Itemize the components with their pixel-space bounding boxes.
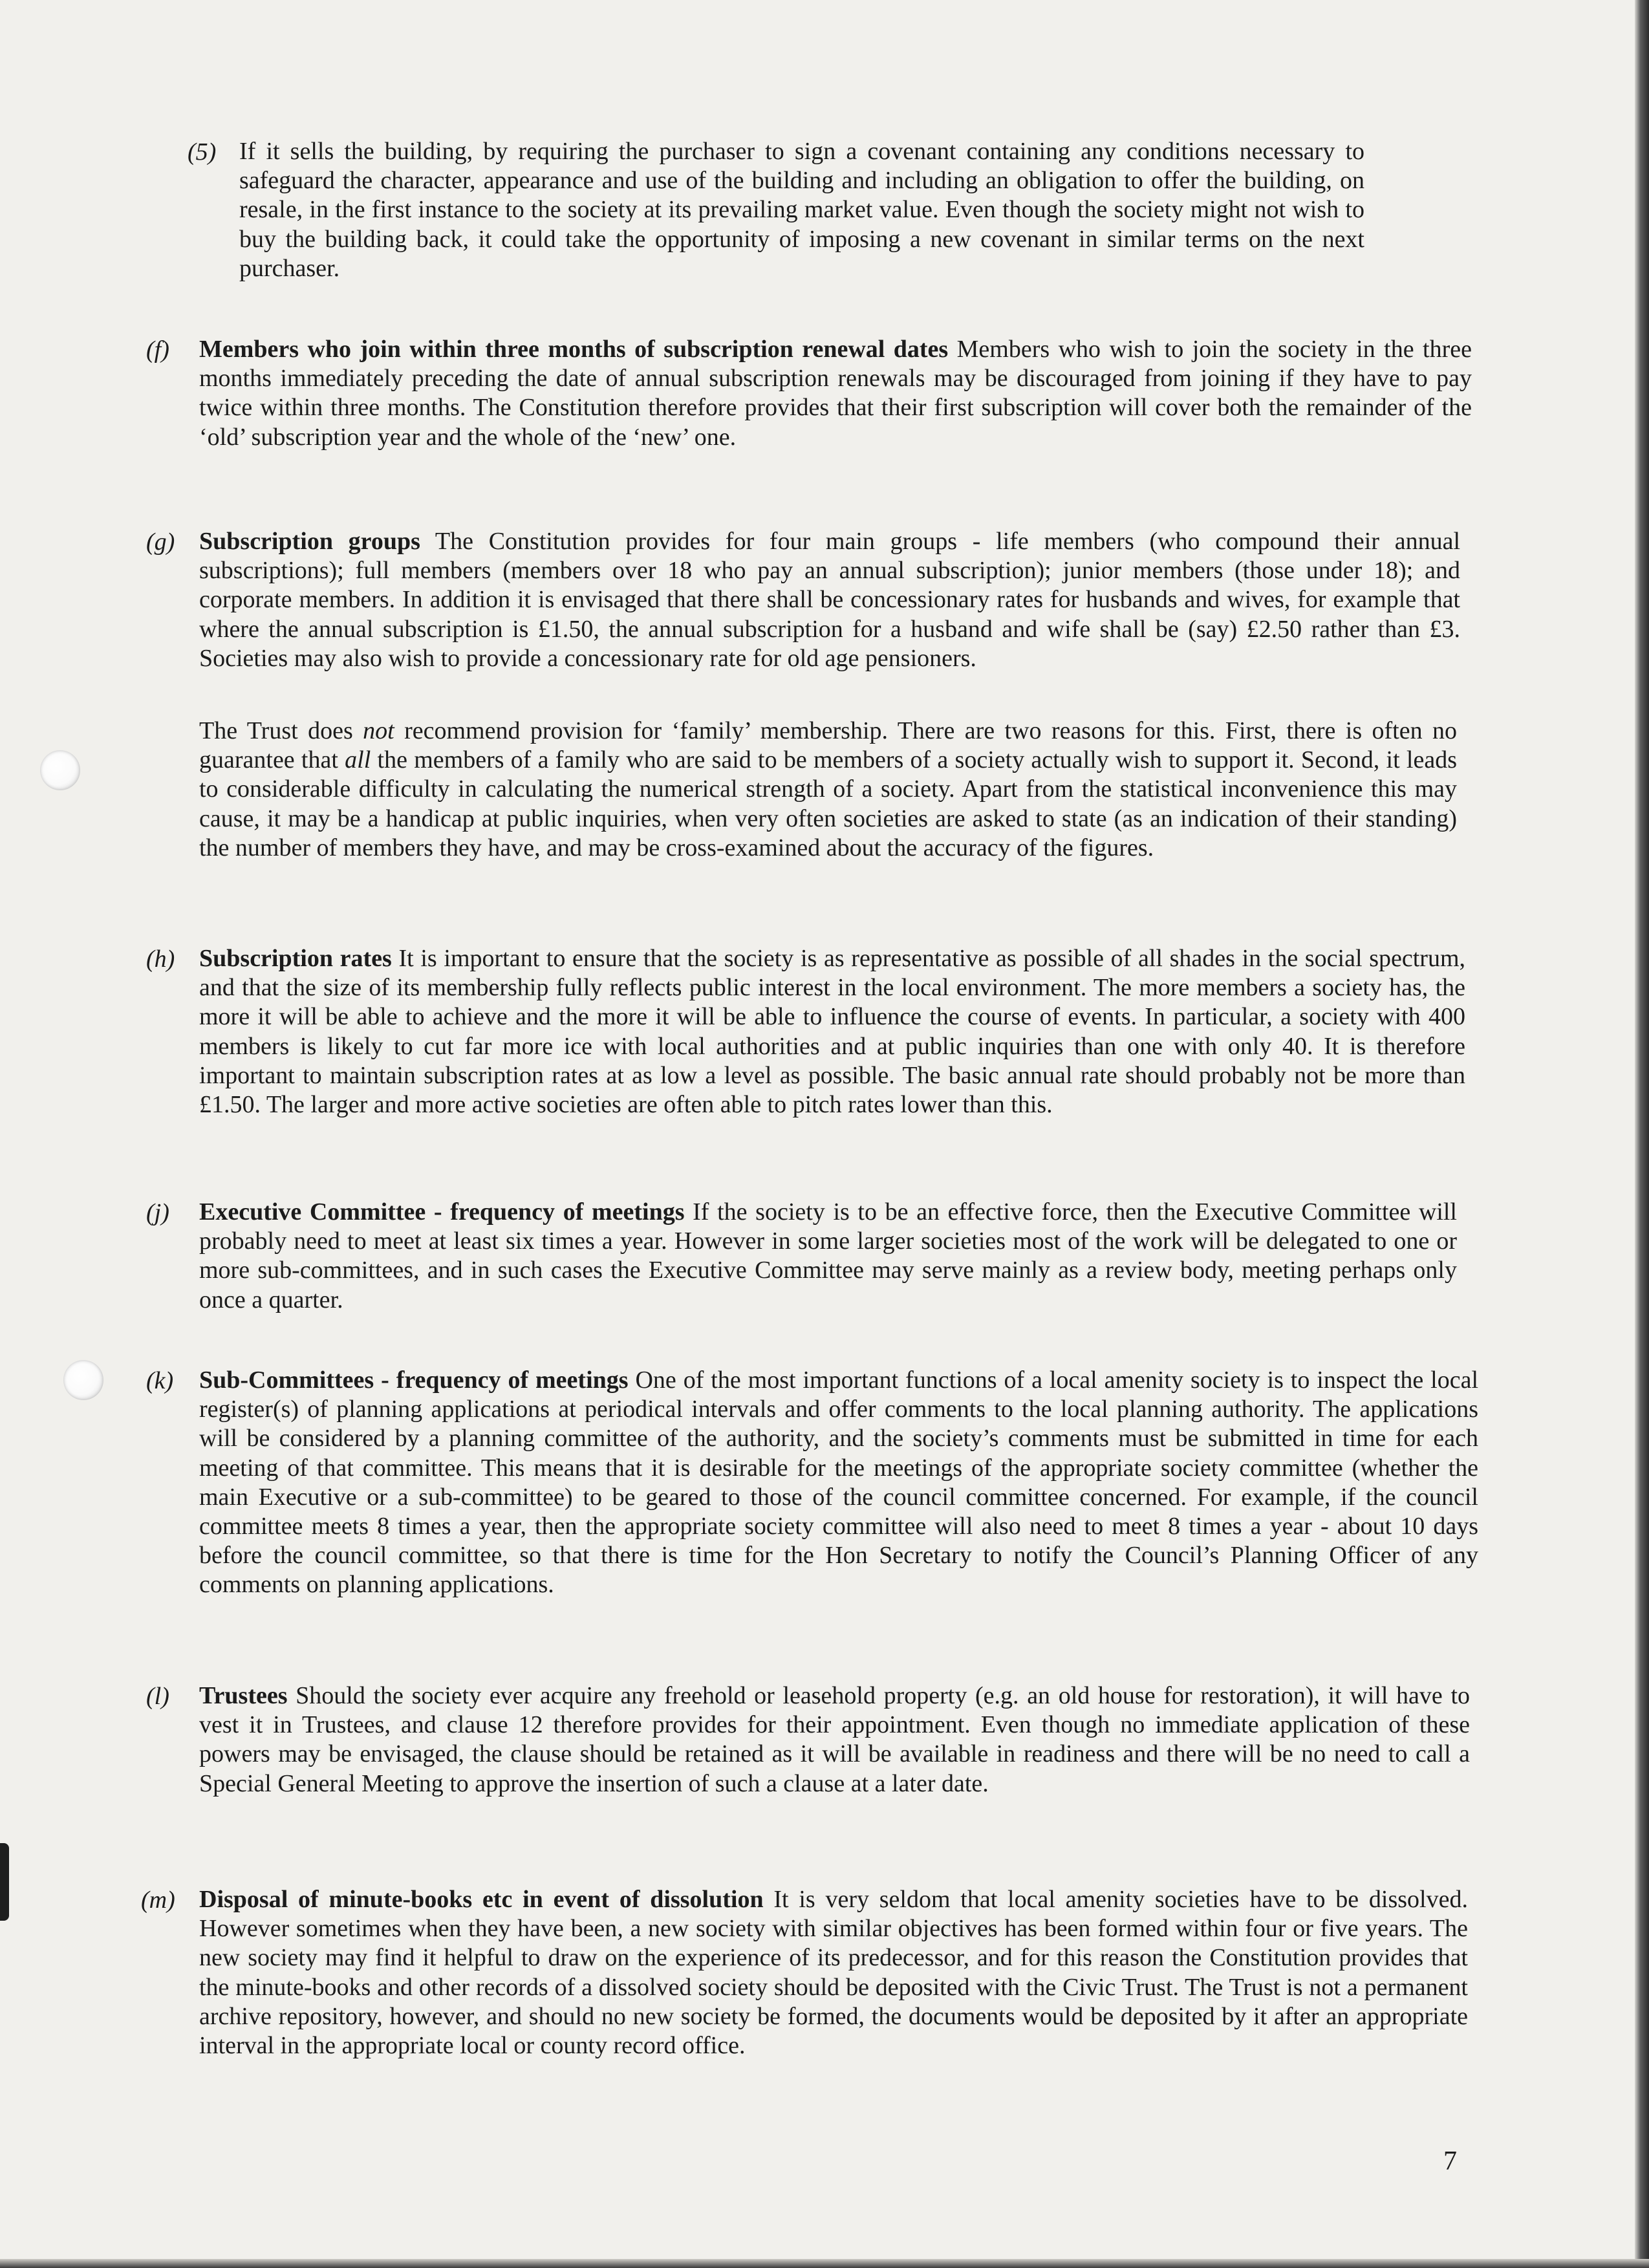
paragraph-heading: Sub-Committees - frequency of meetings xyxy=(199,1366,629,1394)
list-marker: (j) xyxy=(146,1199,169,1226)
paragraph-heading: Trustees xyxy=(199,1682,288,1709)
scan-edge-right xyxy=(1635,0,1649,2268)
paragraph-body: Should the society ever acquire any freehold or leasehold property (e.g. an old house for restoration), it will have to vest it in Trustees, and clause 12 therefore provides for their appointment. Even though no immediate application of these powers may be envisaged, the clause should be retained as it will be available in readiness and there will be no need to call a Special General Meeting to approve the insertion of such a clause at a later date. xyxy=(199,1682,1470,1797)
page-number: 7 xyxy=(1443,2146,1457,2176)
paragraph-text xyxy=(199,1198,1457,1315)
paragraph-text xyxy=(199,717,1457,863)
paragraph-text xyxy=(199,944,1465,1119)
paragraph-body: The Trust does xyxy=(199,717,363,744)
paragraph-text: If it sells the building, by requiring the purchaser to sign a covenant containing any conditions necessary to safeguard the character, appearance and use of the building and including an obligation to offer the building, on resale, in the first instance to the society at its prevailing market value. Even though the society might not wish to buy the building back, it could take the opportunity of imposing a new covenant in similar terms on the next purchaser. xyxy=(239,138,1364,282)
paragraph-text xyxy=(199,1366,1478,1600)
list-marker: (m) xyxy=(141,1886,175,1914)
list-marker: (f) xyxy=(146,336,169,363)
paragraph-body: recommend provision for ‘family’ membership. There are two reasons for this. First, there is often no guarantee that xyxy=(199,717,1457,774)
paragraph-text xyxy=(199,1681,1470,1798)
paragraph-heading: Members who join within three months of subscription renewal dates xyxy=(199,336,949,363)
paragraph-heading: Executive Committee - frequency of meetings xyxy=(199,1198,685,1226)
emphasis-not: not xyxy=(363,717,394,744)
list-marker: (g) xyxy=(146,528,175,556)
paragraph-text xyxy=(199,527,1460,673)
paragraph-text xyxy=(199,335,1472,452)
paragraph-body: It is important to ensure that the society is as representative as possible of all shades in the social spectrum, and that the size of its membership fully reflects public interest in the local environment. The more members a society has, the more it will be able to achieve and the more it will be able to influence the course of events. In particular, a society with 400 members is likely to cut far more ice with local authorities and at public inquiries than one with only 40. It is therefore important to maintain subscription rates at as low a level as possible. The basic annual rate should probably not be more than £1.50. The larger and more active societies are often able to pitch rates lower than this. xyxy=(199,945,1465,1119)
punch-hole-upper xyxy=(40,750,80,790)
emphasis-all: all xyxy=(345,746,371,774)
paragraph-body: Members who wish to join the society in the three months immediately preceding the date of annual subscription renewals may be discouraged from joining if they have to pay twice within three months. The Constitution therefore provides that their first subscription will cover both the remainder of the ‘old’ subscription year and the whole of the ‘new’ one. xyxy=(199,336,1472,451)
paragraph-body: One of the most important functions of a local amenity society is to inspect the local register(s) of planning applications at periodical intervals and offer comments to the local planning authority. The applications will be considered by a planning committee of the authority, and the society’s comments must be submitted in time for each meeting of that committee. This means that it is desirable for the meetings of the appropriate society committee (whether the main Executive or a sub-committee) to be geared to those of the council committee concerned. For example, if the council committee meets 8 times a year, then the appropriate society committee will also need to meet 8 times a year - about 10 days before the council committee, so that there is time for the Hon Secretary to notify the Council’s Planning Officer of any comments on planning applications. xyxy=(199,1366,1479,1599)
scan-edge-bottom xyxy=(0,2259,1649,2268)
paragraph-body: the members of a family who are said to be members of a society actually wish to support it. Second, it leads to considerable difficulty in calculating the numerical strength of a society. Apart from the statistical inconvenience this may cause, it may be a handicap at public inquiries, when very often societies are asked to state (as an indication of their standing) the number of members they have, and may be cross-examined about the accuracy of the figures. xyxy=(199,746,1457,861)
paragraph-heading: Subscription groups xyxy=(199,528,420,555)
page-edge-left xyxy=(0,1843,9,1921)
paragraph-body: If the society is to be an effective force, then the Executive Committee will probably need to meet at least six times a year. However in some larger societies most of the work will be delegated to one or more sub-committees, and in such cases the Executive Committee may serve mainly as a review body, meeting perhaps only once a quarter. xyxy=(199,1198,1457,1313)
paragraph-body: It is very seldom that local amenity societies have to be dissolved. However sometimes when they have been, a new society with similar objectives has been formed within four or five years. The new society may find it helpful to draw on the experience of its predecessor, and for this reason the Constitution provides that the minute-books and other records of a dissolved society should be deposited with the Civic Trust. The Trust is not a permanent archive repository, however, and should no new society be formed, the documents would be deposited by it after an appropriate interval in the appropriate local or county record office. xyxy=(199,1886,1468,2060)
punch-hole-lower xyxy=(63,1360,103,1400)
paragraph-heading: Disposal of minute-books etc in event of dissolution xyxy=(199,1886,764,1913)
list-marker: (5) xyxy=(188,138,217,166)
list-marker: (h) xyxy=(146,945,175,973)
list-marker: (l) xyxy=(146,1683,169,1710)
paragraph-body: The Constitution provides for four main groups - life members (who compound their annual subscriptions); full members (members over 18 who pay an annual subscription); junior members (those under 18); and corporate members. In addition it is envisaged that there shall be concessionary rates for husbands and wives, for example that where the annual subscription is £1.50, the annual subscription for a husband and wife shall be (say) £2.50 rather than £3. Societies may also wish to provide a concessionary rate for old age pensioners. xyxy=(199,528,1460,672)
paragraph-text xyxy=(199,1885,1468,2060)
list-marker: (k) xyxy=(146,1367,174,1394)
paragraph-heading: Subscription rates xyxy=(199,945,392,972)
